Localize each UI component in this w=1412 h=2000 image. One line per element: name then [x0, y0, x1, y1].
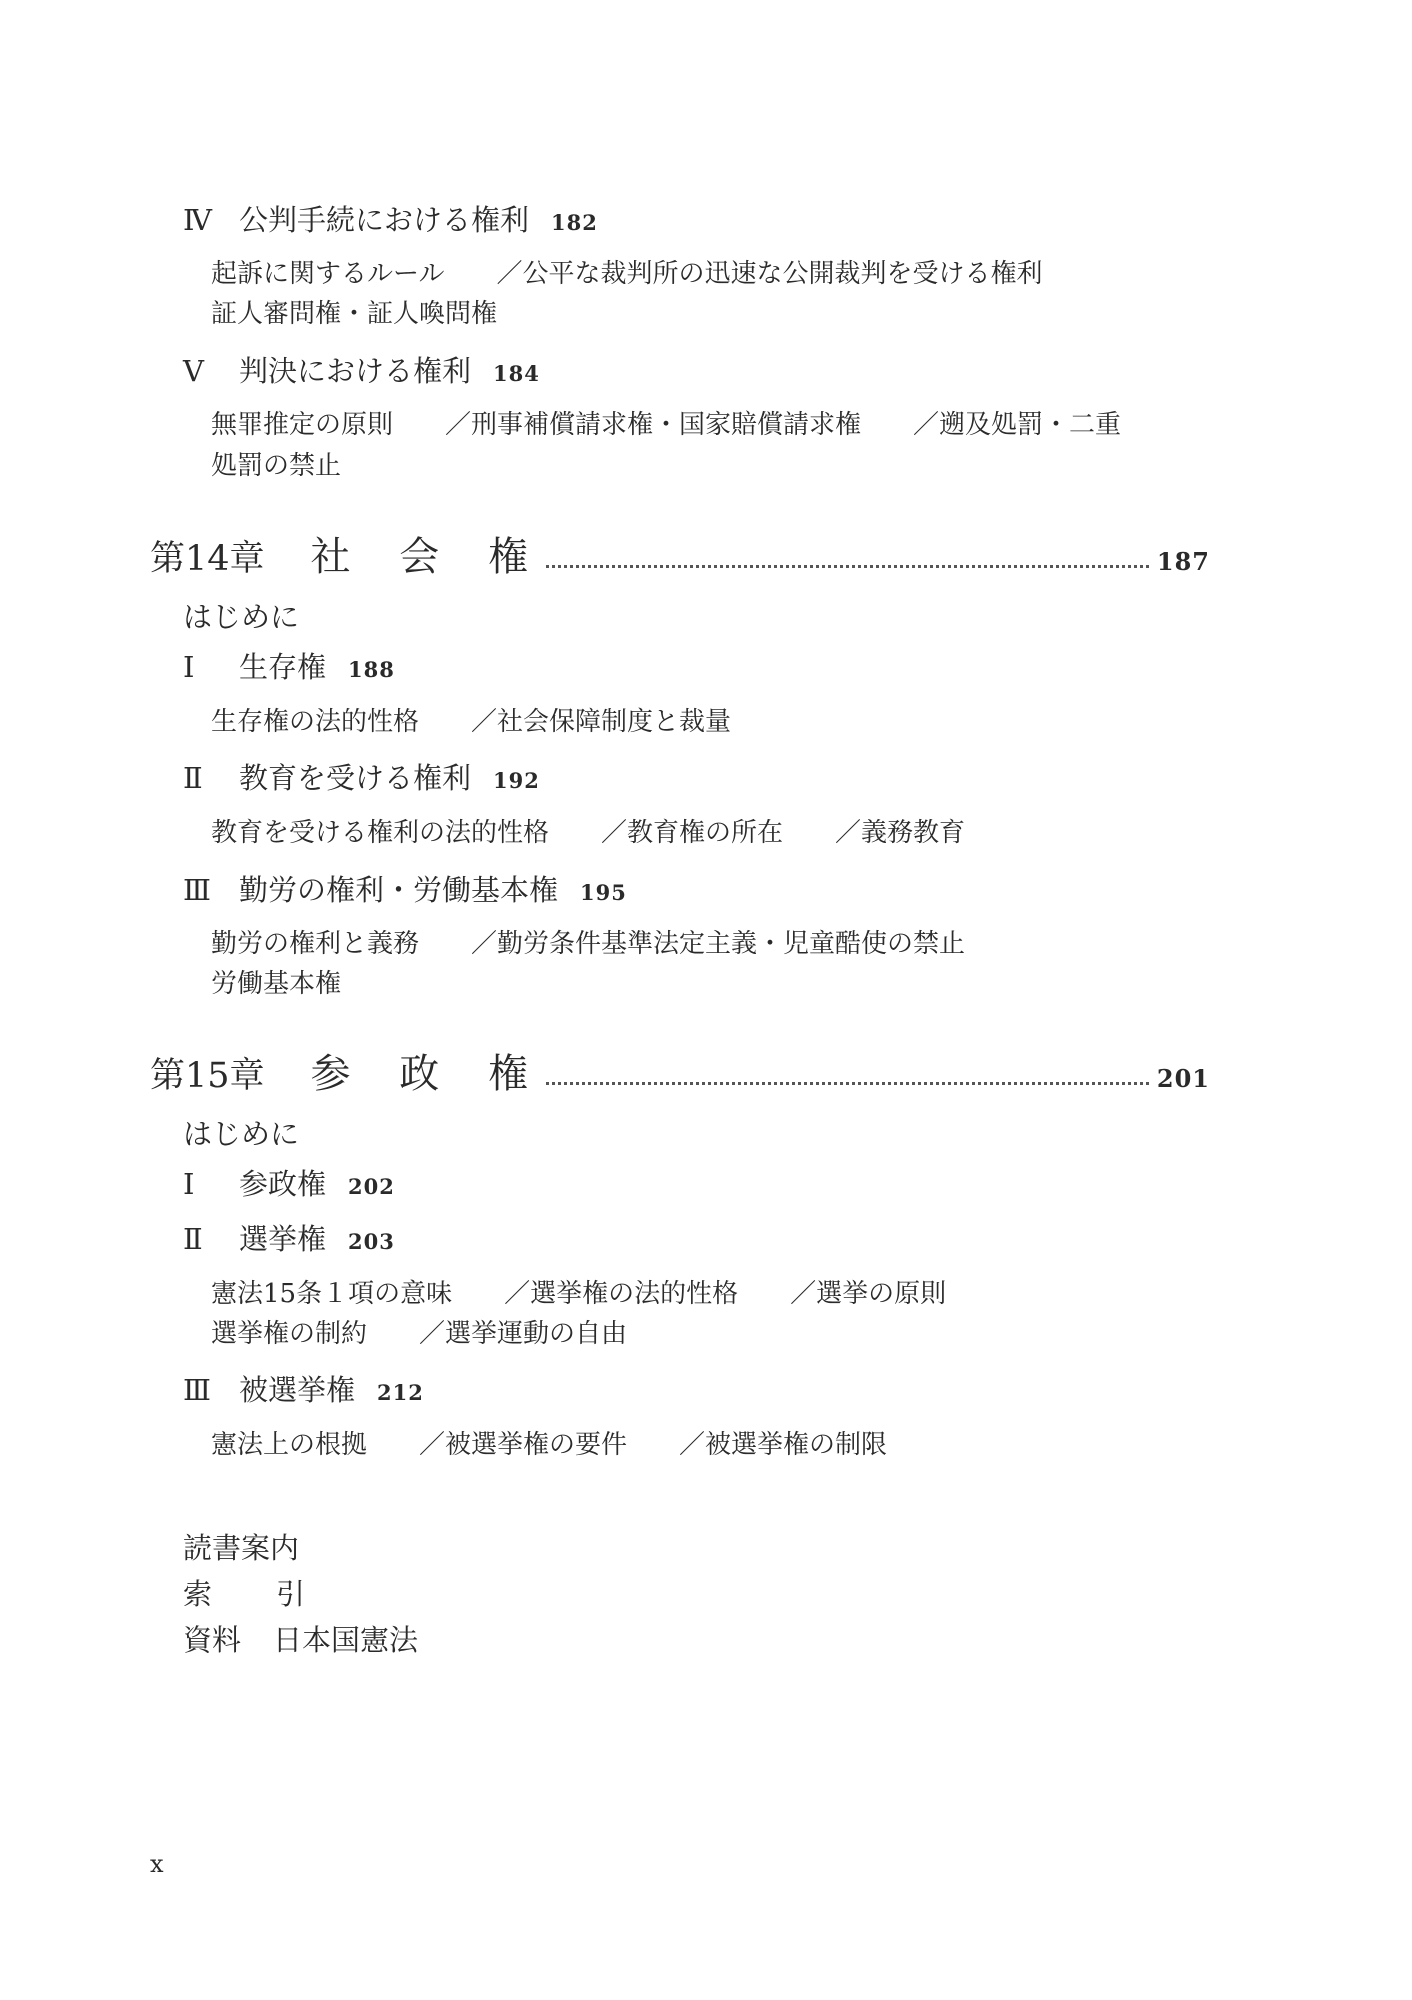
toc-section-heading	[183, 761, 540, 796]
toc-subtopics-line	[211, 298, 497, 331]
section-number: Ⅱ	[183, 761, 203, 795]
page-number: 184	[493, 361, 540, 386]
section-title: 教育を受ける権利	[239, 761, 472, 795]
subtopic: 処罰の禁止	[211, 451, 342, 481]
subtopic: ／選挙運動の自由	[419, 1319, 628, 1349]
toc-subtopics-line	[211, 450, 341, 483]
section-number: Ⅱ	[183, 1222, 203, 1256]
subtopic: 憲法15条１項の意味	[211, 1279, 453, 1309]
subtopic: ／選挙権の法的性格	[504, 1279, 739, 1309]
toc-section-heading	[183, 1373, 424, 1408]
section-number: Ⅰ	[183, 1167, 195, 1201]
subtopic: 教育を受ける権利の法的性格	[211, 818, 550, 848]
dot-leader	[546, 1081, 1149, 1085]
toc-subtopics-line	[211, 706, 731, 739]
toc-subtopics-line	[211, 968, 341, 1001]
section-title: 生存権	[239, 650, 327, 684]
chapter-15-heading	[150, 1042, 1210, 1099]
toc-section-heading	[183, 1167, 395, 1202]
chapter-title: 参 政 権	[310, 1051, 546, 1097]
page-number: 182	[551, 210, 598, 235]
subtopic: 証人審問権・証人喚問権	[211, 299, 498, 329]
chapter-title: 社 会 権	[310, 534, 546, 580]
subtopic: 選挙権の制約	[211, 1319, 368, 1349]
subtopic: 憲法上の根拠	[211, 1430, 368, 1460]
subtopic: ／公平な裁判所の迅速な公開裁判を受ける権利	[496, 259, 1043, 289]
toc-subtopics-line	[211, 1278, 946, 1311]
page-number: 195	[580, 880, 627, 905]
introduction-entry: はじめに	[183, 600, 300, 634]
subtopic: ／被選挙権の要件	[419, 1430, 628, 1460]
subtopic: ／教育権の所在	[601, 818, 784, 848]
subtopic: ／勤労条件基準法定主義・児童酷使の禁止	[471, 929, 966, 959]
toc-section-heading	[183, 650, 395, 685]
page-folio: x	[150, 1850, 164, 1878]
subtopic: ／社会保障制度と裁量	[471, 707, 732, 737]
toc-section-heading	[183, 203, 598, 238]
appendix-title: 日本国憲法	[273, 1623, 419, 1657]
toc-subtopics-line	[211, 1318, 627, 1351]
section-title: 勤労の権利・労働基本権	[239, 873, 559, 907]
page-number: 212	[377, 1380, 424, 1405]
subtopic: 生存権の法的性格	[211, 707, 420, 737]
subtopic: 無罪推定の原則	[211, 410, 394, 440]
toc-subtopics-line	[211, 817, 965, 850]
section-number: Ⅲ	[183, 873, 211, 907]
index-entry	[183, 1572, 305, 1613]
toc-section-heading	[183, 354, 540, 389]
page-number: 188	[348, 657, 395, 682]
index-label-a: 索	[183, 1577, 213, 1611]
dot-leader	[546, 564, 1149, 568]
chapter-page-number: 201	[1156, 1064, 1210, 1093]
subtopic: ／刑事補償請求権・国家賠償請求権	[445, 410, 862, 440]
section-title: 参政権	[239, 1167, 327, 1201]
section-title: 公判手続における権利	[239, 203, 530, 237]
section-title: 判決における権利	[239, 354, 472, 388]
subtopic: 勤労の権利と義務	[211, 929, 420, 959]
introduction-entry: はじめに	[183, 1117, 300, 1151]
subtopic: ／選挙の原則	[790, 1279, 947, 1309]
appendix-entry	[183, 1618, 418, 1659]
toc-section-heading	[183, 1222, 395, 1257]
chapter-number: 第14章	[150, 539, 265, 579]
subtopic: ／義務教育	[835, 818, 966, 848]
subtopic: ／被選挙権の制限	[679, 1430, 888, 1460]
subtopic: ／遡及処罰・二重	[913, 410, 1122, 440]
chapter-14-heading	[150, 525, 1210, 582]
section-title: 被選挙権	[239, 1373, 356, 1407]
index-label-b: 引	[276, 1577, 306, 1611]
subtopic: 労働基本権	[211, 969, 342, 999]
page-number: 203	[348, 1229, 395, 1254]
section-number: Ⅳ	[183, 203, 212, 237]
section-number: Ⅴ	[183, 354, 204, 388]
toc-subtopics-line	[211, 1429, 887, 1462]
toc-section-heading	[183, 873, 627, 908]
toc-subtopics-line	[211, 409, 1121, 442]
chapter-number: 第15章	[150, 1056, 265, 1096]
subtopic: 起訴に関するルール	[211, 259, 445, 289]
toc-subtopics-line	[211, 258, 1043, 291]
reading-guide-entry: 読書案内	[183, 1531, 300, 1565]
page-number: 202	[348, 1174, 395, 1199]
appendix-label: 資料	[183, 1623, 242, 1657]
page-number: 192	[493, 768, 540, 793]
chapter-page-number: 187	[1156, 547, 1210, 576]
section-title: 選挙権	[239, 1222, 327, 1256]
section-number: Ⅰ	[183, 650, 195, 684]
toc-subtopics-line	[211, 928, 965, 961]
section-number: Ⅲ	[183, 1373, 211, 1407]
